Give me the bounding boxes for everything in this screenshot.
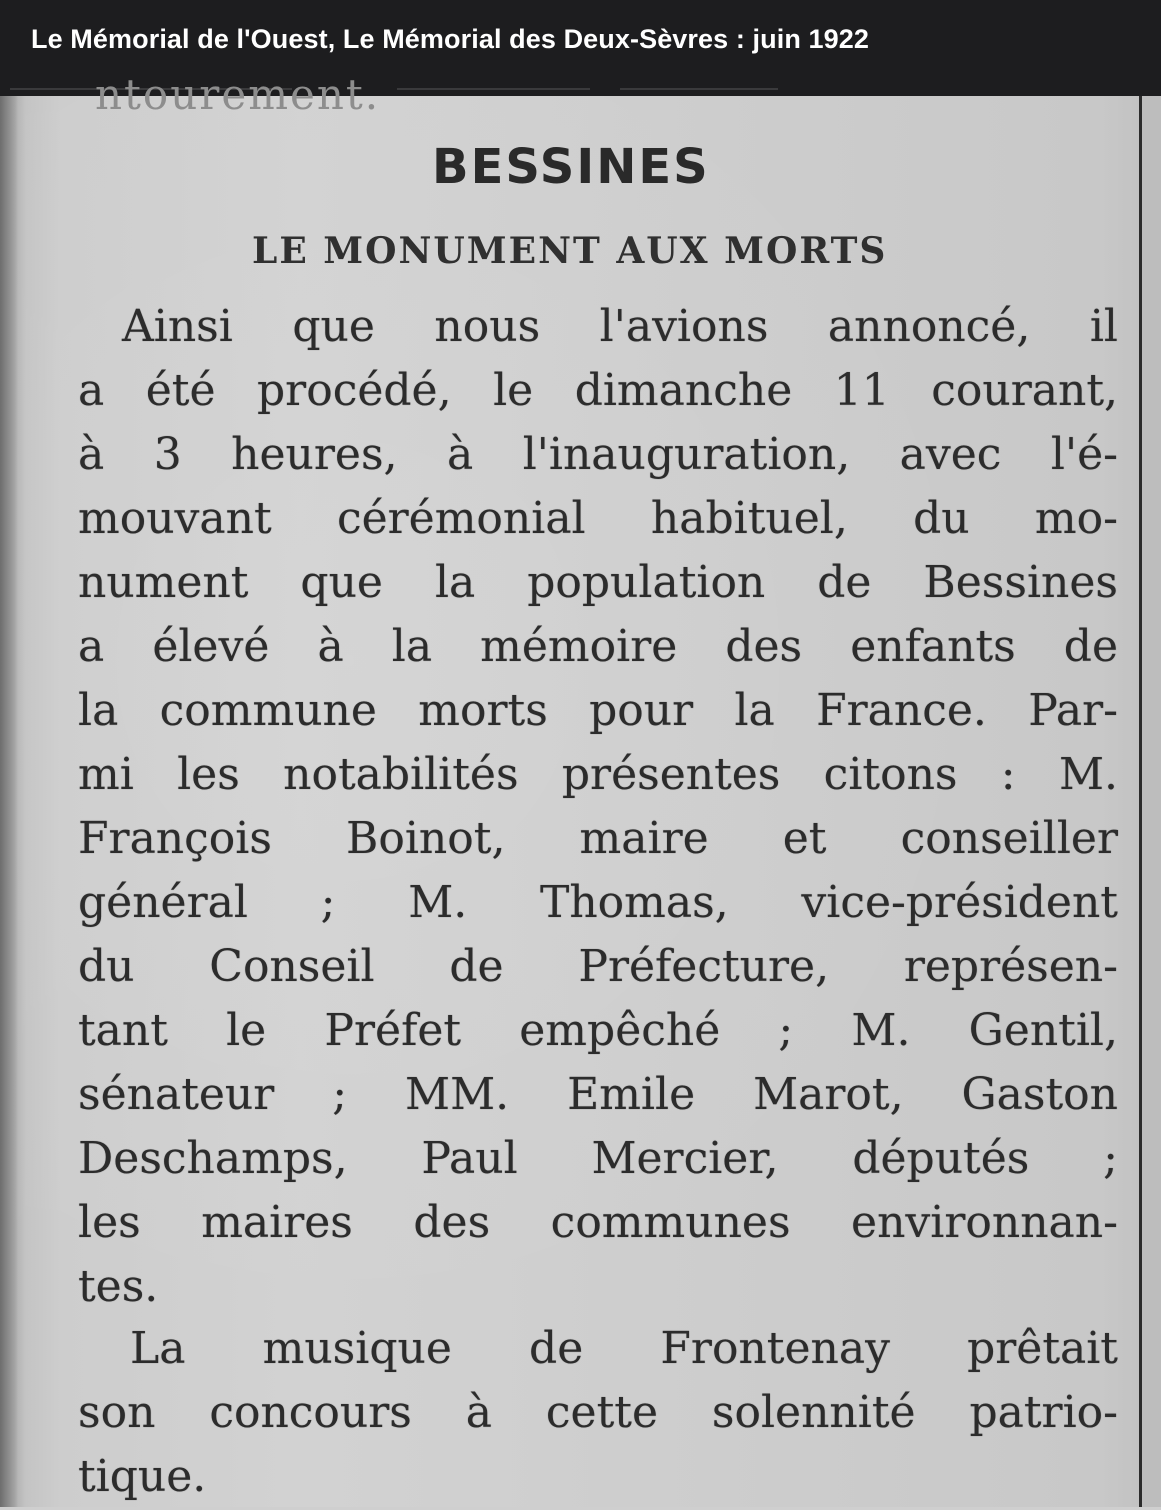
- page-fold-shadow: [0, 96, 18, 1507]
- text-line: tant le Préfet empêché ; M. Gentil,: [78, 1005, 1118, 1056]
- article-paragraph-1: [78, 296, 1118, 1320]
- text-line: mouvant cérémonial habituel, du mo-: [78, 493, 1118, 544]
- newspaper-scan: [0, 70, 1161, 1507]
- tab-underline: [397, 88, 590, 90]
- tab-underline: [620, 88, 778, 90]
- article-paragraph-2: [78, 1318, 1118, 1510]
- text-line: général ; M. Thomas, vice-président: [78, 877, 1118, 928]
- text-line: a élevé à la mémoire des enfants de: [78, 621, 1118, 672]
- document-title: Le Mémorial de l'Ouest, Le Mémorial des Deux-Sèvres : juin 1922: [31, 24, 870, 54]
- subheadline: LE MONUMENT AUX MORTS: [252, 230, 888, 272]
- text-line: son concours à cette solennité patrio-: [78, 1387, 1118, 1438]
- text-line: à 3 heures, à l'inauguration, avec l'é-: [78, 429, 1118, 480]
- text-line: François Boinot, maire et conseiller: [78, 813, 1118, 864]
- text-line: la commune morts pour la France. Par-: [78, 685, 1118, 736]
- adjacent-column: [1142, 96, 1161, 1507]
- previous-article-fragment: ntourement.: [95, 70, 381, 119]
- text-line: mi les notabilités présentes citons : M.: [78, 749, 1118, 800]
- text-line: tique.: [78, 1451, 207, 1502]
- text-line: Deschamps, Paul Mercier, députés ;: [78, 1133, 1118, 1184]
- text-line: a été procédé, le dimanche 11 courant,: [78, 365, 1118, 416]
- text-line: les maires des communes environnan-: [78, 1197, 1118, 1248]
- text-line: La musique de Frontenay prêtait: [130, 1323, 1118, 1374]
- headline-text: BESSINES: [432, 139, 710, 195]
- text-line: nument que la population de Bessines: [78, 557, 1118, 608]
- text-line: tes.: [78, 1261, 159, 1312]
- text-line: sénateur ; MM. Emile Marot, Gaston: [78, 1069, 1118, 1120]
- text-line: Ainsi que nous l'avions annoncé, il: [122, 301, 1118, 352]
- text-line: du Conseil de Préfecture, représen-: [78, 941, 1118, 992]
